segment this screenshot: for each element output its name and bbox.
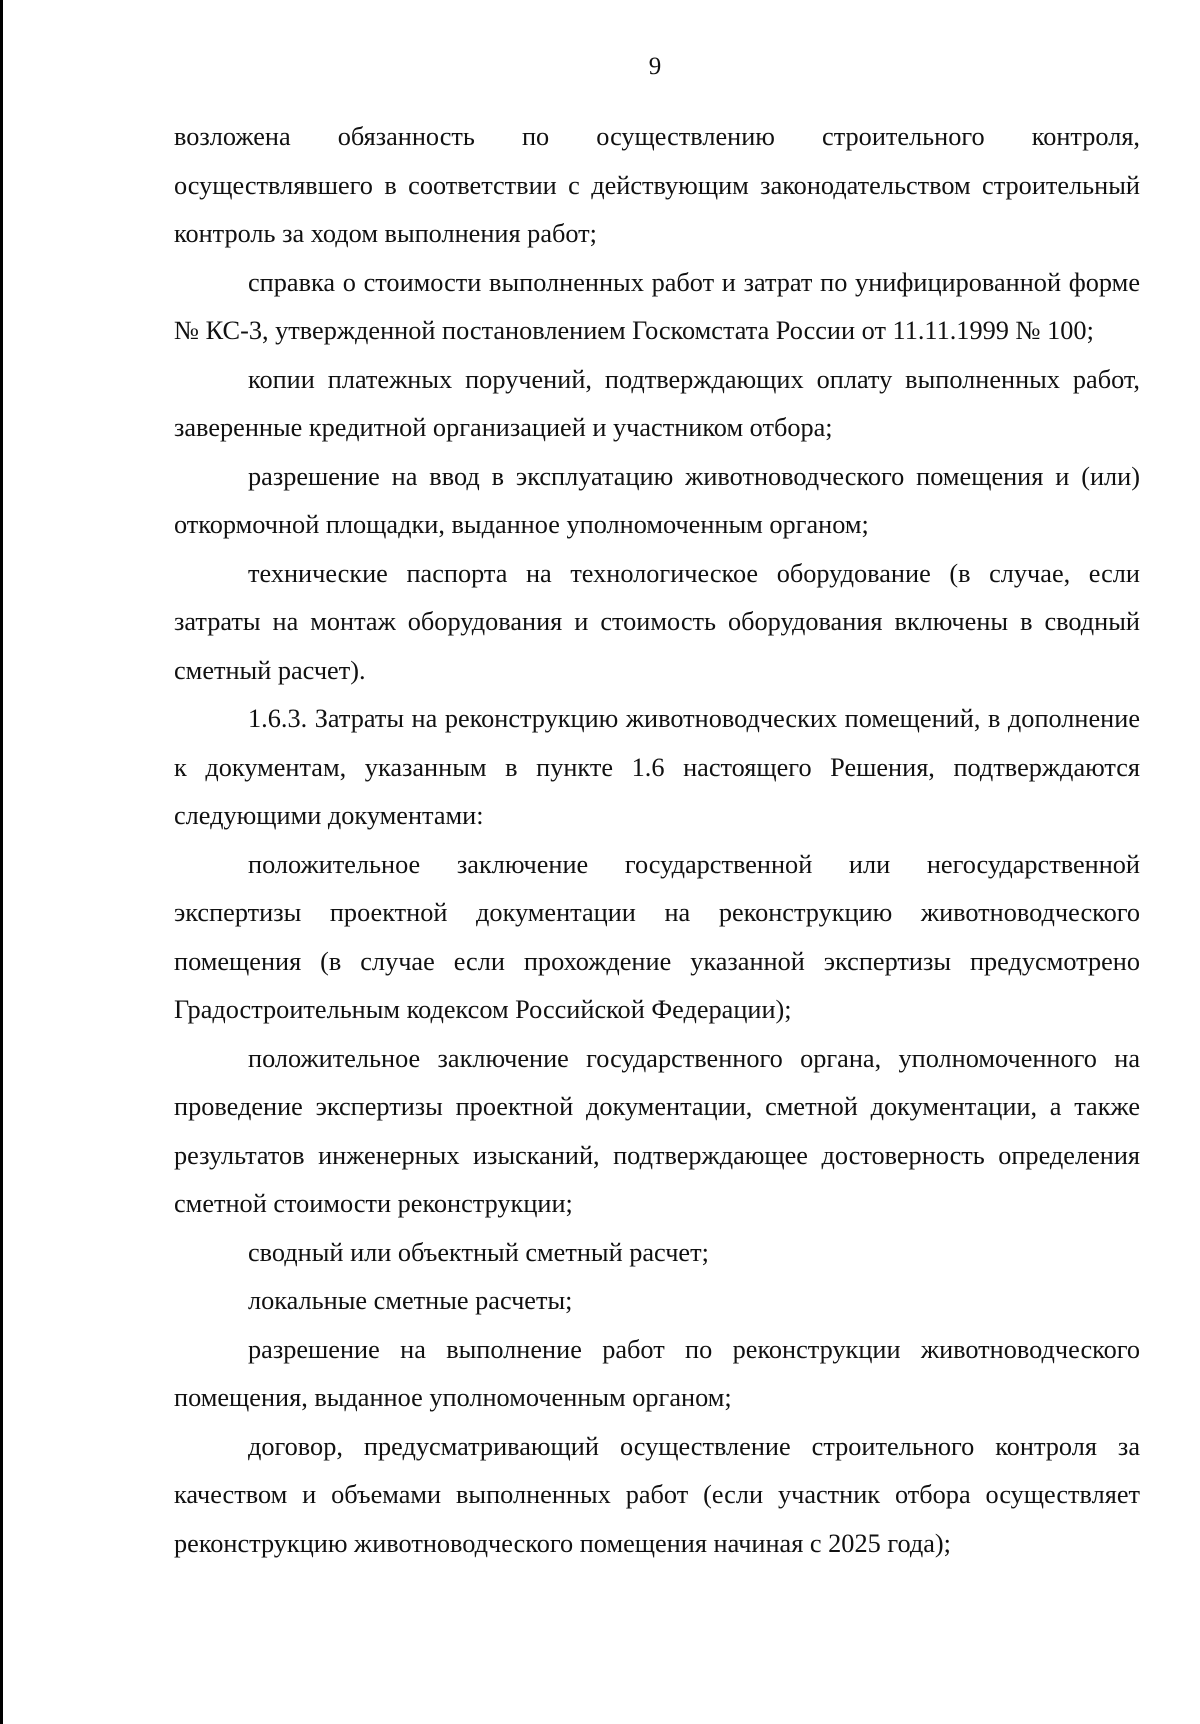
paragraph-9: сводный или объектный сметный расчет; xyxy=(248,1237,709,1267)
paragraph-7: положительное заключение государственной или негосударственной экспертизы проектной документации на реконструкцию животноводческого помещения (в случае если прохождение указанной экспертизы предусмотрено Градостроительным кодексом Российской Федерации); xyxy=(174,849,1140,1024)
paragraph-8: положительное заключение государственного органа, уполномоченного на проведение экспертизы проектной документации, сметной документации, а также результатов инженерных изысканий, подтверждающее достоверность определения сметной стоимости реконструкции; xyxy=(174,1043,1140,1218)
paragraph-11: разрешение на выполнение работ по реконструкции животноводческого помещения, выданное уполномоченным органом; xyxy=(174,1334,1140,1412)
scan-edge-line xyxy=(0,0,3,1724)
paragraph-6: 1.6.3. Затраты на реконструкцию животноводческих помещений, в дополнение к документам, указанным в пункте 1.6 настоящего Решения, подтверждаются следующими документами: xyxy=(174,704,1140,830)
paragraph-10: локальные сметные расчеты; xyxy=(248,1286,573,1315)
paragraph-12: договор, предусматривающий осуществление строительного контроля за качеством и объемами выполненных работ (если участник отбора осуществляет реконструкцию животноводческого помещения начиная с 2025 года); xyxy=(174,1431,1140,1558)
paragraph-3: копии платежных поручений, подтверждающих оплату выполненных работ, заверенные кредитной организацией и участником отбора; xyxy=(174,364,1140,442)
document-body xyxy=(174,113,1140,1568)
page-number: 9 xyxy=(648,53,662,80)
paragraph-1: возложена обязанность по осуществлению строительного контроля, осуществлявшего в соответствии с действующим законодательством строительный контроль за ходом выполнения работ; xyxy=(174,122,1140,248)
paragraph-5: технические паспорта на технологическое оборудование (в случае, если затраты на монтаж оборудования и стоимость оборудования включены в сводный сметный расчет). xyxy=(174,558,1140,685)
paragraph-4: разрешение на ввод в эксплуатацию животноводческого помещения и (или) откормочной площадки, выданное уполномоченным органом; xyxy=(174,461,1140,539)
paragraph-2: справка о стоимости выполненных работ и затрат по унифицированной форме № КС-3, утвержденной постановлением Госкомстата России от 11.11.1999 № 100; xyxy=(174,267,1140,345)
